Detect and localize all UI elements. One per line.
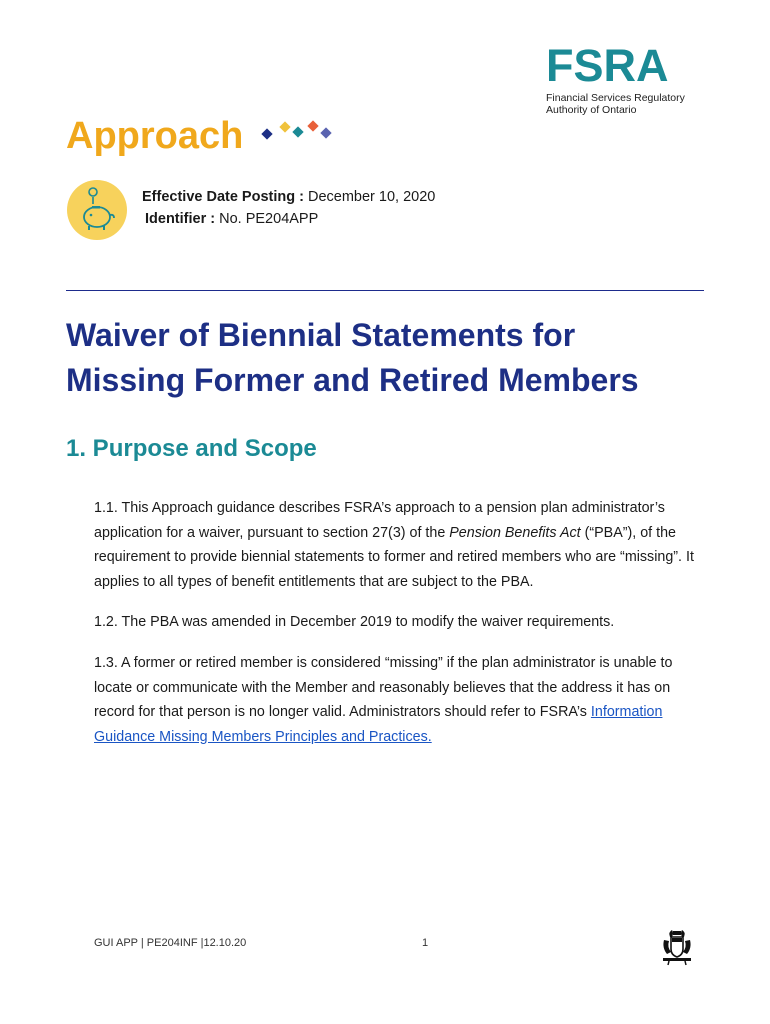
diamonds-icon xyxy=(261,117,337,148)
identifier-label: Identifier : xyxy=(145,211,216,227)
identifier-row xyxy=(142,208,435,230)
document-meta xyxy=(142,186,435,230)
act-name: Pension Benefits Act xyxy=(449,524,581,541)
paragraph-1-3-text: 1.3. A former or retired member is considered “missing” if the plan administrator is unable to locate or communicate with the Member and reasonably believes that the address it has on record for that person is no longer valid. Administrators should refer to FSRA’s xyxy=(94,655,673,720)
ontario-crest-icon xyxy=(659,928,695,971)
section-heading: 1. Purpose and Scope xyxy=(66,435,317,462)
paragraph-1-1-rest: (“PBA”), of the requirement to provide biennial statements to former and retired members who are “missing”. It applies to all types of benefit entitlements that are subject to the PBA. xyxy=(94,524,694,590)
logo-subtitle-line2: Authority of Ontario xyxy=(546,104,637,116)
logo-text: FSRA xyxy=(546,40,669,91)
effective-date-value: December 10, 2020 xyxy=(307,189,436,205)
title-line1: Waiver of Biennial Statements for xyxy=(66,317,576,353)
page-title xyxy=(66,313,726,403)
logo-subtitle xyxy=(546,92,685,116)
piggy-bank-coin-icon xyxy=(67,180,127,240)
footer-reference: GUI APP | PE204INF |12.10.20 xyxy=(94,937,247,949)
paragraph-1-3 xyxy=(94,651,714,749)
doc-type-heading: Approach xyxy=(66,115,244,157)
identifier-value: No. PE204APP xyxy=(219,211,319,227)
paragraph-1-2: 1.2. The PBA was amended in December 2019 to modify the waiver requirements. xyxy=(94,614,615,630)
logo-subtitle-line1: Financial Services Regulatory xyxy=(546,92,685,104)
effective-date-row xyxy=(142,186,435,208)
page-number: 1 xyxy=(422,937,429,949)
fsra-logo xyxy=(546,40,685,116)
effective-date-label: Effective Date Posting : xyxy=(142,189,304,205)
title-line2: Missing Former and Retired Members xyxy=(66,362,639,398)
divider xyxy=(66,290,704,291)
missing-members-guidance-link[interactable]: Information Guidance Missing Members Principles and Practices. xyxy=(94,704,663,745)
paragraph-1-1 xyxy=(94,496,714,594)
paragraph-1-1-text: 1.1. This Approach guidance describes FSRA’s approach to a pension plan administrator’s application for a waiver, pursuant to section 27(3) of the xyxy=(94,500,665,541)
